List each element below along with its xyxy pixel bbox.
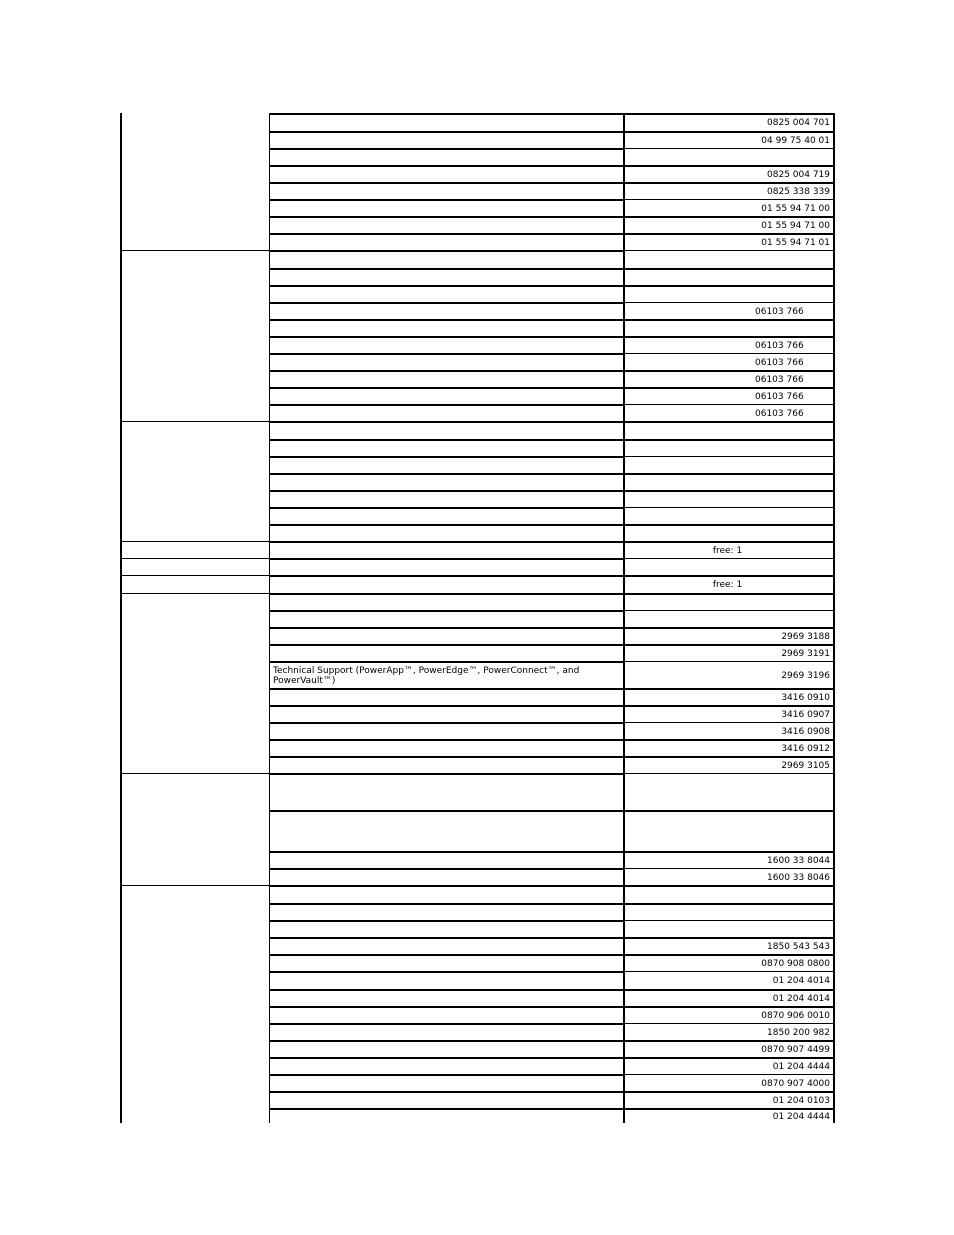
row-border: [623, 131, 835, 133]
row-border: [623, 353, 835, 354]
phone-number-cell: 2969 3105: [781, 761, 830, 771]
phone-number-cell: 0870 908 0800: [761, 959, 830, 969]
row-border: [623, 661, 835, 662]
row-border: [269, 233, 623, 235]
phone-number-cell: 3416 0912: [781, 744, 830, 754]
phone-number-cell: 0870 906 0010: [761, 1011, 830, 1021]
row-border: [269, 610, 623, 612]
row-border: [269, 490, 623, 492]
group-border: [120, 558, 269, 559]
row-border: [269, 644, 623, 646]
row-border: [623, 199, 835, 200]
row-border: [623, 1023, 835, 1024]
row-border: [269, 954, 623, 956]
row-border: [623, 387, 835, 389]
phone-number-cell: 06103 766: [755, 307, 804, 317]
phone-number-cell: 01 204 4014: [772, 976, 830, 986]
row-border: [623, 250, 835, 251]
row-border: [623, 524, 835, 526]
row-border: [269, 113, 835, 115]
row-border: [623, 370, 835, 372]
row-border: [623, 216, 835, 218]
row-border: [623, 851, 835, 853]
row-border: [623, 1108, 835, 1110]
phone-number-cell: 3416 0910: [781, 693, 830, 703]
row-border: [623, 182, 835, 184]
row-border: [269, 903, 623, 905]
row-border: [623, 868, 835, 869]
row-border: [623, 937, 835, 939]
row-border: [623, 302, 835, 303]
row-border: [269, 268, 623, 270]
phone-number-cell: 0825 004 719: [767, 170, 830, 180]
row-border: [269, 920, 623, 922]
group-border: [120, 575, 269, 576]
row-border: [269, 1091, 623, 1093]
phone-number-cell: free: 1: [712, 546, 743, 556]
row-border: [623, 593, 835, 595]
row-border: [269, 885, 623, 887]
row-border: [269, 558, 623, 560]
row-border: [623, 989, 835, 991]
row-border: [269, 868, 623, 870]
row-border: [269, 756, 623, 758]
row-border: [269, 541, 623, 543]
phone-number-cell: 2969 3196: [781, 671, 830, 681]
row-border: [623, 1006, 835, 1008]
row-border: [623, 705, 835, 707]
row-border: [269, 182, 623, 184]
row-border: [269, 705, 623, 707]
row-border: [623, 285, 835, 287]
row-border: [269, 1023, 623, 1025]
row-border: [269, 404, 623, 406]
row-border: [269, 627, 623, 629]
group-border: [120, 541, 269, 542]
row-border: [623, 268, 835, 270]
row-border: [269, 688, 623, 690]
row-border: [269, 199, 623, 201]
row-border: [269, 575, 623, 577]
row-border: [623, 336, 835, 338]
phone-number-cell: 04 99 75 40 01: [761, 136, 830, 146]
phone-number-cell: 06103 766: [755, 341, 804, 351]
phone-number-cell: 06103 766: [755, 375, 804, 385]
row-border: [269, 250, 623, 252]
row-border: [623, 1040, 835, 1042]
row-border: [269, 336, 623, 338]
row-border: [623, 575, 835, 577]
row-border: [269, 1057, 623, 1059]
row-border: [269, 131, 623, 133]
phone-number-cell: 3416 0908: [781, 727, 830, 737]
phone-number-cell: 01 55 94 71 00: [761, 204, 830, 214]
phone-number-cell: 1600 33 8044: [767, 856, 830, 866]
row-border: [269, 456, 623, 458]
phone-number-cell: 0825 004 701: [767, 118, 830, 128]
row-border: [269, 989, 623, 991]
row-border: [269, 1040, 623, 1042]
row-border: [269, 387, 623, 389]
row-border: [623, 233, 835, 235]
phone-number-cell: 06103 766: [755, 392, 804, 402]
phone-number-cell: 01 204 4444: [772, 1112, 830, 1122]
phone-number-cell: 01 204 0103: [772, 1096, 830, 1106]
row-border: [623, 954, 835, 956]
row-border: [269, 937, 623, 939]
row-border: [623, 722, 835, 723]
group-border: [120, 773, 269, 774]
row-border: [269, 524, 623, 526]
phone-number-cell: 01 55 94 71 00: [761, 221, 830, 231]
row-border: [269, 353, 623, 355]
row-border: [623, 404, 835, 405]
phone-number-cell: 06103 766: [755, 409, 804, 419]
row-border: [623, 1057, 835, 1059]
row-border: [623, 473, 835, 475]
phone-number-cell: 2969 3188: [781, 632, 830, 642]
row-border: [269, 1108, 623, 1110]
phone-number-cell: 2969 3191: [781, 649, 830, 659]
row-border: [623, 1074, 835, 1075]
phone-number-cell: 1850 200 982: [767, 1028, 830, 1038]
phone-number-cell: 1600 33 8046: [767, 873, 830, 883]
row-border: [623, 903, 835, 905]
phone-number-cell: 0870 907 4000: [761, 1079, 830, 1089]
row-border: [623, 756, 835, 758]
row-border: [269, 1006, 623, 1008]
row-border: [269, 473, 623, 475]
phone-number-cell: 06103 766: [755, 358, 804, 368]
row-border: [269, 1074, 623, 1076]
row-border: [623, 688, 835, 690]
phone-number-cell: 0825 338 339: [767, 187, 830, 197]
row-border: [269, 319, 623, 321]
row-border: [269, 439, 623, 441]
group-border: [120, 593, 269, 594]
row-border: [623, 541, 835, 543]
row-border: [623, 165, 835, 167]
row-border: [623, 558, 835, 559]
row-border: [269, 971, 623, 973]
row-border: [623, 810, 835, 812]
column-border: [120, 113, 122, 1123]
group-border: [120, 885, 269, 886]
group-border: [120, 250, 269, 251]
row-border: [269, 148, 623, 150]
row-border: [623, 627, 835, 629]
phone-number-cell: 0870 907 4499: [761, 1045, 830, 1055]
row-border: [623, 739, 835, 741]
phone-number-cell: 01 204 4014: [772, 994, 830, 1004]
row-border: [269, 593, 623, 595]
row-border: [623, 319, 835, 321]
group-border: [120, 421, 269, 422]
row-border: [269, 285, 623, 287]
row-border: [623, 610, 835, 611]
row-border: [269, 851, 623, 853]
row-border: [623, 773, 835, 774]
phone-number-cell: 3416 0907: [781, 710, 830, 720]
row-border: [623, 490, 835, 492]
row-border: [269, 421, 623, 423]
row-border: [269, 216, 623, 218]
row-border: [269, 370, 623, 372]
phone-number-cell: free: 1: [712, 580, 743, 590]
row-border: [269, 165, 623, 167]
row-border: [623, 507, 835, 508]
row-border: [269, 507, 623, 509]
row-border: [623, 971, 835, 972]
row-border: [623, 148, 835, 149]
phone-number-cell: 1850 543 543: [767, 942, 830, 952]
row-border: [623, 644, 835, 646]
row-border: [623, 439, 835, 441]
phone-number-cell: 01 55 94 71 01: [761, 238, 830, 248]
service-description-cell: Technical Support (PowerApp™, PowerEdge™, PowerConnect™, and PowerVault™): [273, 666, 580, 686]
row-border: [269, 739, 623, 741]
row-border: [623, 920, 835, 921]
row-border: [623, 456, 835, 457]
row-border: [269, 661, 623, 663]
row-border: [623, 421, 835, 423]
row-border: [269, 722, 623, 724]
row-border: [623, 1091, 835, 1093]
row-border: [269, 302, 623, 304]
row-border: [623, 885, 835, 887]
phone-number-cell: 01 204 4444: [772, 1062, 830, 1072]
row-border: [269, 810, 623, 812]
row-border: [269, 773, 623, 775]
